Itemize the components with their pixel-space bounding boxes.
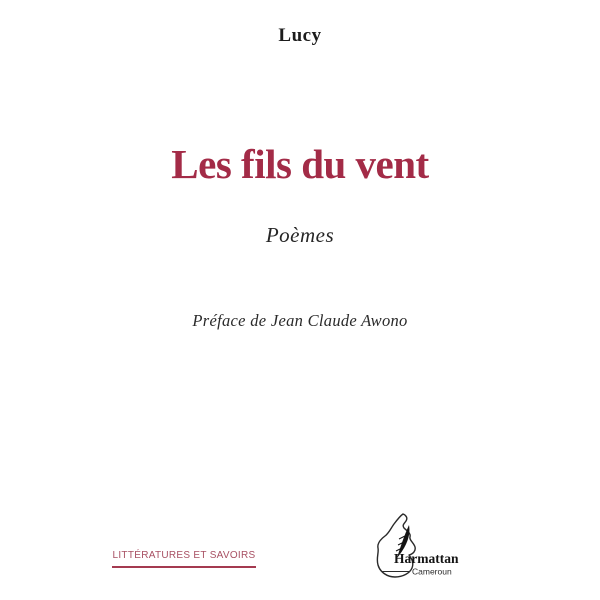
publisher-region: Cameroun <box>412 566 452 577</box>
preface-credit: Préface de Jean Claude Awono <box>192 311 408 330</box>
harmattan-cameroun-logo <box>372 511 472 591</box>
book-title: Les fils du vent <box>171 141 429 187</box>
author-name: Lucy <box>278 25 322 46</box>
publisher-name: Harmattan <box>394 551 459 566</box>
collection-label: LITTÉRATURES ET SAVOIRS <box>112 550 256 568</box>
cameroon-map-icon <box>377 514 415 577</box>
book-subtitle: Poèmes <box>265 223 335 247</box>
